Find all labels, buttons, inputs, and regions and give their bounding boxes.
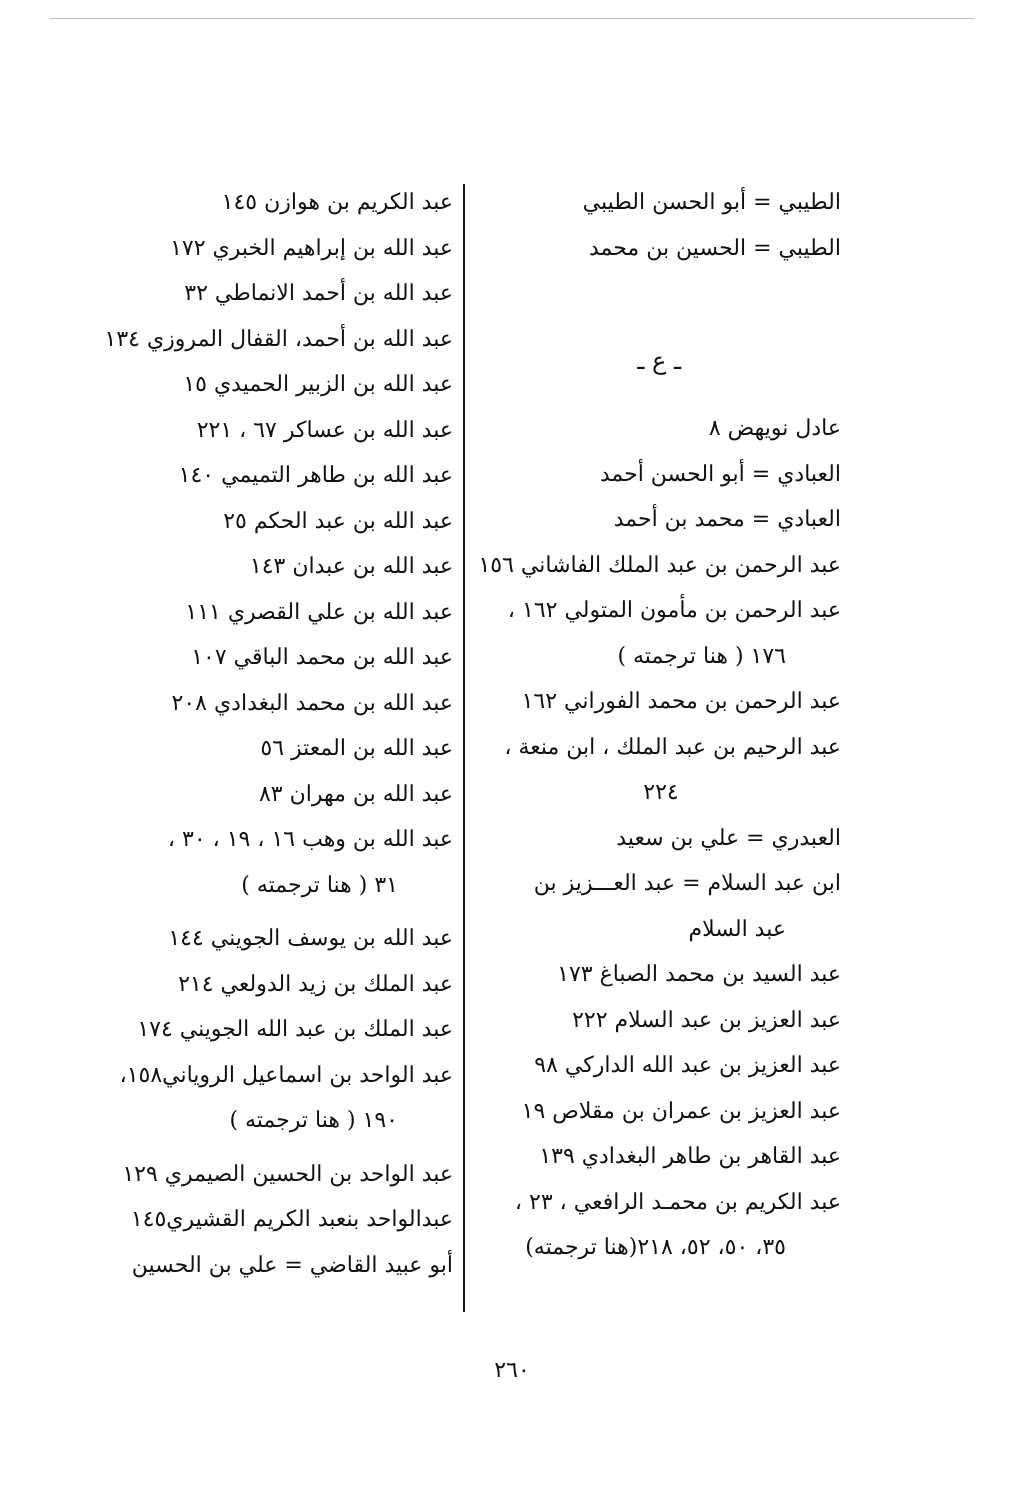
index-entry: عبد الرحيم بن عبد الملك ، ابن منعة ، xyxy=(504,734,841,760)
index-entry: عبد السيد بن محمد الصباغ ١٧٣ xyxy=(557,962,841,987)
index-entry: ابن عبد السلام = عبد العـــزيز بن xyxy=(533,871,841,896)
index-entry: عبد الله بن أحمد، القفال المروزي ١٣٤ xyxy=(104,326,453,352)
spacer xyxy=(481,384,841,406)
index-column-right xyxy=(478,180,841,1271)
index-entry: عبد الله بن وهب ١٦ ، ١٩ ، ٣٠ ، xyxy=(167,827,453,852)
index-entry: عبد الله بن المعتز ٥٦ xyxy=(260,736,453,761)
page-number: ٢٦٠ xyxy=(494,1358,530,1383)
index-entry: الطيبي = أبو الحسن الطيبي xyxy=(582,190,841,215)
index-entry: عادل نويهض ٨ xyxy=(708,416,841,441)
section-letter: ـ ع ـ xyxy=(637,346,681,375)
index-entry: عبد العزيز بن عمران بن مقلاص ١٩ xyxy=(521,1098,841,1124)
index-entry-continuation: عبد السلام xyxy=(688,916,786,942)
index-entry: عبد الله بن محمد البغدادي ٢٠٨ xyxy=(171,690,453,716)
index-entry: عبد الرحمن بن مأمون المتولي ١٦٢ ، xyxy=(507,598,841,623)
index-entry-continuation: ٢٢٤ xyxy=(643,780,679,805)
index-entry: عبد الملك بن زيد الدولعي ٢١٤ xyxy=(178,971,453,997)
index-entry: عبد القاهر بن طاهر البغدادي ١٣٩ xyxy=(539,1144,841,1169)
index-entry: عبد الواحد بن اسماعيل الروياني١٥٨، xyxy=(119,1062,453,1088)
index-entry: عبد العزيز بن عبد الله الداركي ٩٨ xyxy=(534,1053,841,1078)
index-entry: عبد العزيز بن عبد السلام ٢٢٢ xyxy=(572,1007,841,1033)
index-entry-continuation: ٣١ ( هنا ترجمته ) xyxy=(241,872,398,898)
index-entry: عبد الله بن عساكر ٦٧ ، ٢٢١ xyxy=(196,417,453,443)
index-entry: العبادي = محمد بن أحمد xyxy=(613,507,841,532)
column-divider xyxy=(463,184,465,1312)
spacer xyxy=(481,271,841,317)
index-entry: عبد الله بن الزبير الحميدي ١٥ xyxy=(183,372,453,397)
index-entry: عبد الله بن أحمد الانماطي ٣٢ xyxy=(184,281,453,306)
index-entry: عبد الله بن طاهر التميمي ١٤٠ xyxy=(178,463,453,488)
index-entry: عبد الله بن إبراهيم الخبري ١٧٢ xyxy=(170,235,453,261)
index-entry: عبد الرحمن بن محمد الفوراني ١٦٢ xyxy=(521,689,841,714)
index-entry: أبو عبيد القاضي = علي بن الحسين xyxy=(131,1252,453,1278)
index-entry: عبد الواحد بن الحسين الصيمري ١٢٩ xyxy=(122,1161,453,1187)
index-entry: عبد الله بن محمد الباقي ١٠٧ xyxy=(191,645,453,670)
index-entry: عبدالواحد بنعبد الكريم القشيري١٤٥ xyxy=(130,1207,453,1232)
index-entry: عبد الله بن عبد الحكم ٢٥ xyxy=(223,508,453,534)
spacer xyxy=(481,317,841,339)
index-entry-continuation: ١٩٠ ( هنا ترجمته ) xyxy=(229,1108,398,1133)
index-entry-continuation: ٣٥، ٥٠، ٥٢، ٢١٨(هنا ترجمته) xyxy=(525,1235,786,1260)
index-entry: عبد الرحمن بن عبد الملك الفاشاني ١٥٦ xyxy=(478,552,841,578)
index-entry: عبد الكريم بن هوازن ١٤٥ xyxy=(221,190,453,215)
index-column-left xyxy=(53,180,453,1288)
index-entry: عبد الملك بن عبد الله الجويني ١٧٤ xyxy=(137,1017,453,1042)
spacer xyxy=(53,908,453,916)
index-entry: العبدري = علي بن سعيد xyxy=(616,825,841,851)
index-entry-continuation: ١٧٦ ( هنا ترجمته ) xyxy=(617,643,786,669)
index-entry: الطيبي = الحسين بن محمد xyxy=(588,235,841,261)
index-entry: عبد الله بن عبدان ١٤٣ xyxy=(249,554,453,579)
index-entry: عبد الله بن مهران ٨٣ xyxy=(258,781,453,807)
index-entry: العبادي = أبو الحسن أحمد xyxy=(599,461,841,487)
spacer xyxy=(53,1144,453,1152)
index-entry: عبد الكريم بن محمـد الرافعي ، ٢٣ ، xyxy=(514,1189,841,1215)
index-entry: عبد الله بن علي القصري ١١١ xyxy=(185,599,453,625)
top-rule xyxy=(50,18,974,19)
index-entry: عبد الله بن يوسف الجويني ١٤٤ xyxy=(168,926,453,951)
